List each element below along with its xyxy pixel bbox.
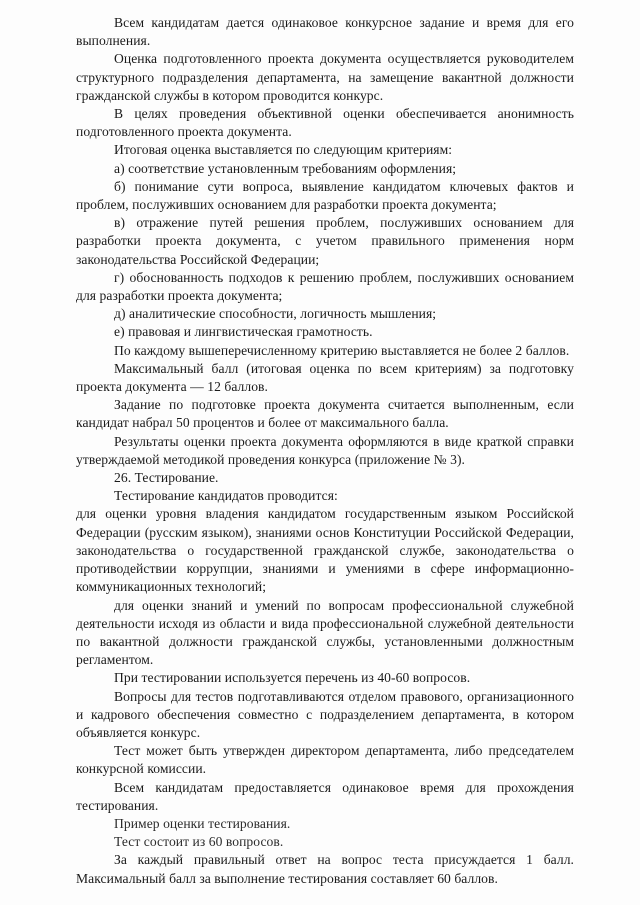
criterion-v: в) отражение путей решения проблем, послуживших основанием для разработки проекта документа, с учетом правильного применения норм законодательства Российской Федерации; xyxy=(76,215,574,267)
paragraph-max-score: Максимальный балл (итоговая оценка по всем критериям) за подготовку проекта документа — 12 баллов. xyxy=(76,360,574,395)
paragraph-testing-professional: для оценки знаний и умений по вопросам профессиональной служебной деятельности исходя из области и вида профессиональной служебной деятельности по вакантной должности гражданской службы, установленными должностным регламентом. xyxy=(76,597,574,668)
paragraph-testing-language: для оценки уровня владения кандидатом государственным языком Российской Федерации (русским языком), знаниями основ Конституции Российской Федерации, законодательства о государственной гражданской службе, законодательства о противодействии коррупции, знаниями и умениями в сфере информационно-коммуникационных технологий; xyxy=(76,506,574,595)
paragraph-test-preparation: Вопросы для тестов подготавливаются отделом правового, организационного и кадрового обеспечения совместно с подразделением департамента, в котором объявляется конкурс. xyxy=(76,688,574,740)
paragraph-example-heading: Пример оценки тестирования. xyxy=(114,815,291,831)
paragraph-points-per-criterion: По каждому вышеперечисленному критерию выставляется не более 2 баллов. xyxy=(114,342,570,358)
paragraph-equal-task: Всем кандидатам дается одинаковое конкурсное задание и время для его выполнения. xyxy=(76,15,574,49)
paragraph-question-count: При тестировании используется перечень из 40-60 вопросов. xyxy=(114,670,471,686)
paragraph-pass-threshold: Задание по подготовке проекта документа считается выполненным, если кандидат набрал 50 процентов и более от максимального балла. xyxy=(76,397,574,431)
section-heading-testing: 26. Тестирование. xyxy=(114,470,219,486)
paragraph-equal-time: Всем кандидатам предоставляется одинаковое время для прохождения тестирования. xyxy=(76,779,574,813)
criterion-g: г) обоснованность подходов к решению проблем, послуживших основанием для разработки проекта документа; xyxy=(76,269,574,304)
criterion-b: б) понимание сути вопроса, выявление кандидатом ключевых фактов и проблем, послуживших основанием для разработки проекта документа; xyxy=(76,178,574,213)
paragraph-anonymity: В целях проведения объективной оценки обеспечивается анонимность подготовленного проекта документа. xyxy=(76,106,574,140)
criterion-e: е) правовая и лингвистическая грамотность. xyxy=(114,324,373,340)
paragraph-criteria-intro: Итоговая оценка выставляется по следующим критериям: xyxy=(114,142,453,158)
criterion-a: а) соответствие установленным требованиям оформления; xyxy=(114,160,457,176)
paragraph-testing-intro: Тестирование кандидатов проводится: xyxy=(114,488,338,504)
paragraph-test-approval: Тест может быть утвержден директором департамента, либо председателем конкурсной комиссии. xyxy=(76,743,574,777)
criterion-d: д) аналитические способности, логичность мышления; xyxy=(114,306,437,322)
paragraph-evaluation-by-head: Оценка подготовленного проекта документа осуществляется руководителем структурного подразделения департамента, на замещение вакантной должности гражданской службы в котором проводится конкурс. xyxy=(76,51,574,103)
paragraph-results-summary: Результаты оценки проекта документа оформляются в виде краткой справки утверждаемой методикой проведения конкурса (приложение № 3). xyxy=(76,433,574,467)
document-text xyxy=(76,14,574,888)
paragraph-scoring-rule: За каждый правильный ответ на вопрос теста присуждается 1 балл. Максимальный балл за выполнение тестирования составляет 60 баллов. xyxy=(76,852,574,886)
paragraph-test-size: Тест состоит из 60 вопросов. xyxy=(114,834,284,850)
